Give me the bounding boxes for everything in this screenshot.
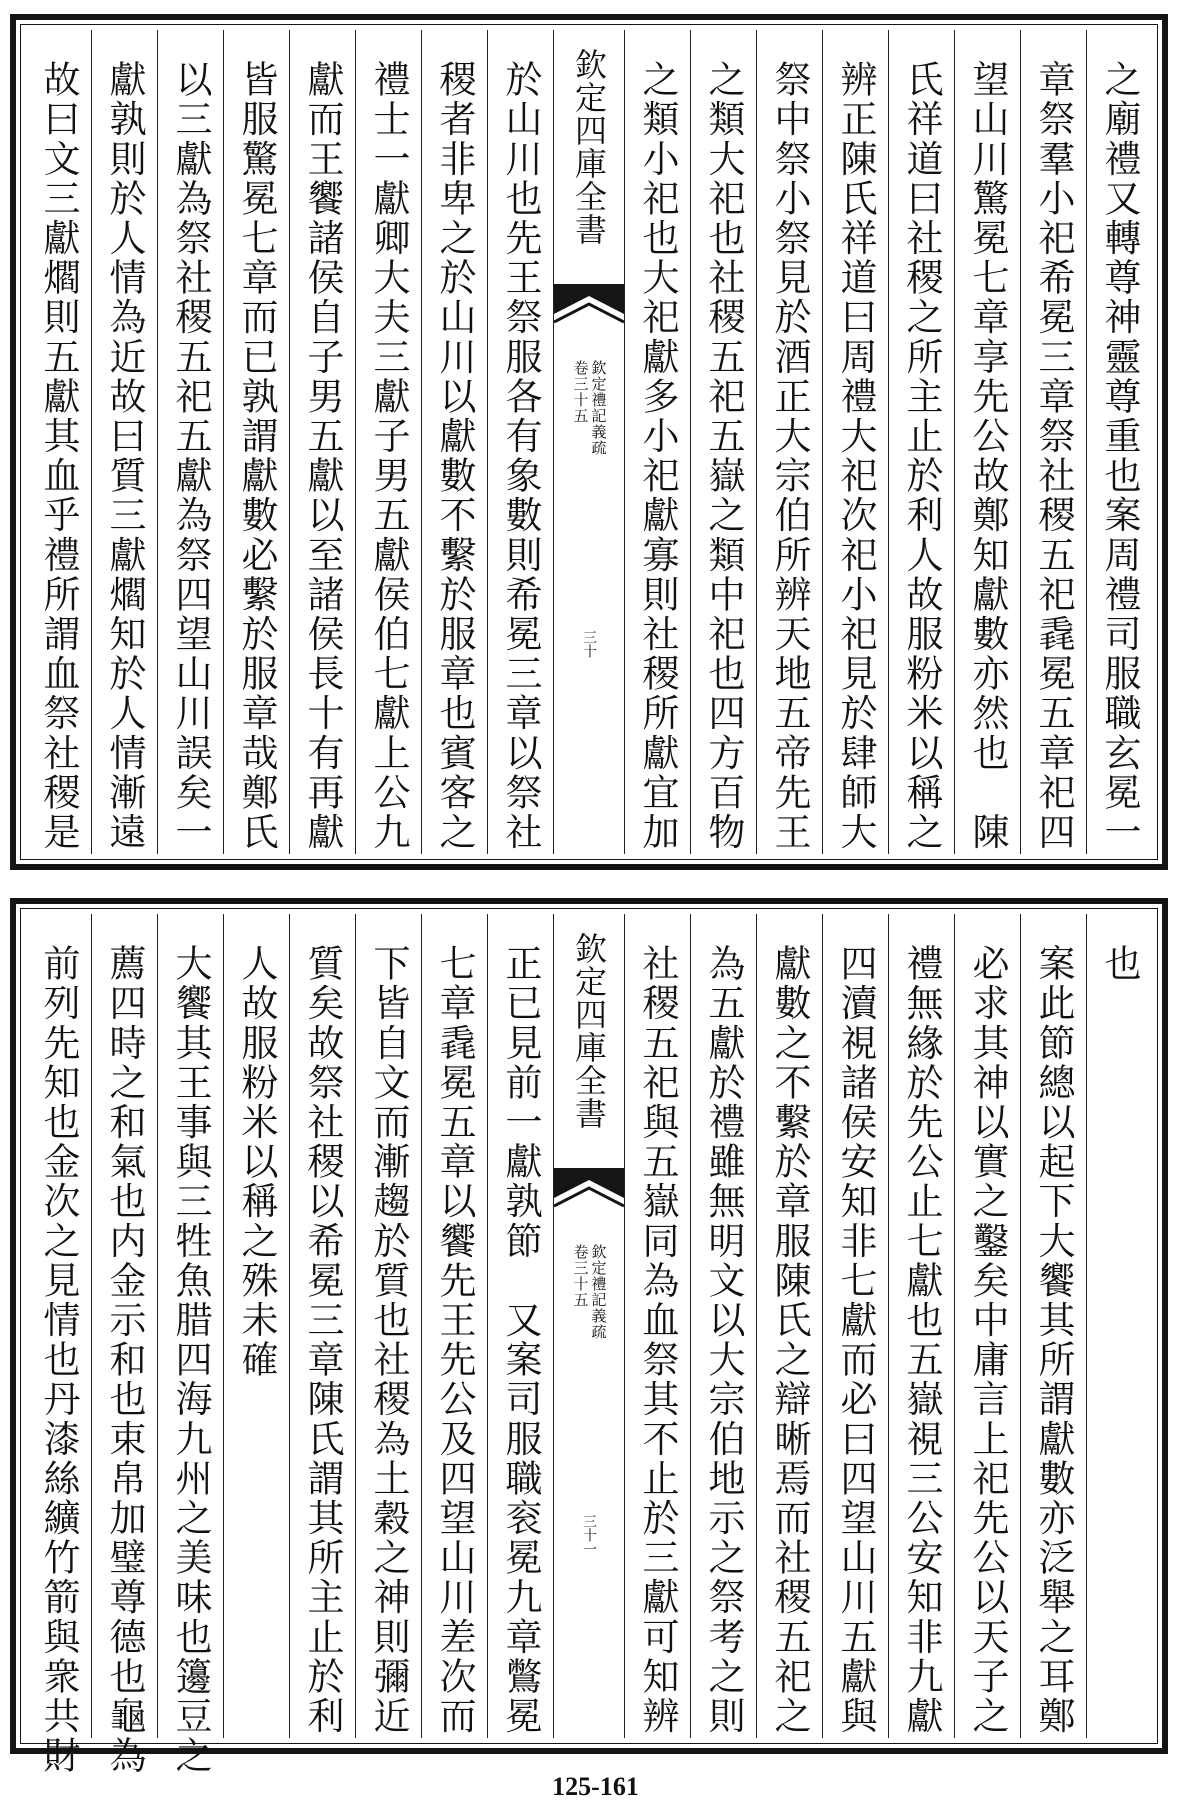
- text-column: [690, 30, 756, 854]
- column-text: 必求其神以實之鑿矣中庸言上祀先公以天子之: [966, 944, 1009, 1736]
- text-column: [1020, 30, 1086, 854]
- column-text: 七章毳冕五章以饗先王先公及四望山川差次而: [433, 944, 476, 1736]
- text-column: [888, 30, 954, 854]
- column-text: 故曰文三獻爓則五獻其血乎禮所謂血祭社稷是: [37, 60, 80, 852]
- text-column: [756, 30, 822, 854]
- text-column: [223, 914, 289, 1738]
- column-text: 稷者非卑之於山川以獻數不繫於服章也賓客之: [433, 60, 476, 852]
- text-column: [26, 30, 91, 854]
- top-page-columns: [26, 30, 1152, 854]
- column-text: 之類小祀也大祀獻多小祀獻寡則社稷所獻宜加: [636, 60, 679, 852]
- column-text: 以三獻為祭社稷五祀五獻為祭四望山川誤矣一: [169, 60, 212, 852]
- column-text: 也: [1098, 944, 1141, 984]
- column-text: 大饗其王事與三牲魚腊四海九州之美味也籩豆之: [169, 944, 212, 1776]
- bottom-page-columns: [26, 914, 1152, 1776]
- fish-tail-mark-icon: [554, 1162, 624, 1224]
- volume-info: [573, 1244, 606, 1340]
- text-column: [822, 914, 888, 1738]
- column-text: 人故服粉米以稱之殊未確: [235, 944, 278, 1380]
- text-column: [1086, 914, 1152, 1738]
- center-banner: [553, 914, 624, 1738]
- column-text: 獻數之不繫於章服陳氏之辯晰焉而社稷五祀之: [768, 944, 811, 1736]
- text-column: [624, 914, 690, 1738]
- column-text: 禮士一獻卿大夫三獻子男五獻侯伯七獻上公九: [367, 60, 410, 852]
- column-text: 為五獻於禮雖無明文以大宗伯地示之祭考之則: [702, 944, 745, 1736]
- chapter-name: 卷三十五: [571, 1244, 590, 1308]
- volume-info: [573, 360, 606, 456]
- text-column: [1086, 30, 1152, 854]
- banner-title: 欽定四庫全書: [570, 932, 608, 1130]
- text-column: [690, 914, 756, 1738]
- text-column: [355, 30, 421, 854]
- text-column: [756, 914, 822, 1738]
- text-column: [421, 914, 487, 1738]
- column-text: 祭中祭小祭見於酒正大宗伯所辨天地五帝先王: [768, 60, 811, 852]
- text-column: [487, 914, 553, 1738]
- column-text: 四瀆視諸侯安知非七獻而必曰四望山川五獻與: [834, 944, 877, 1736]
- column-text: 禮無緣於先公止七獻也五嶽視三公安知非九獻: [900, 944, 943, 1736]
- bottom-page: [10, 898, 1168, 1776]
- column-text: 望山川驚冕七章享先公故鄭知獻數亦然也 陳: [966, 60, 1009, 852]
- column-text: 獻孰則於人情為近故曰質三獻爓知於人情漸遠: [103, 60, 146, 852]
- text-column: [355, 914, 421, 1738]
- text-column: [91, 914, 157, 1776]
- text-column: [157, 914, 223, 1776]
- book-name: 欽定禮記義疏: [589, 360, 608, 456]
- page-number: 三十一: [581, 1514, 597, 1556]
- text-column: [421, 30, 487, 854]
- text-column: [157, 30, 223, 854]
- column-text: 辨正陳氏祥道曰周禮大祀次祀小祀見於肆師大: [834, 60, 877, 852]
- column-text: 於山川也先王祭服各有象數則希冕三章以祭社: [499, 60, 542, 852]
- column-text: 薦四時之和氣也内金示和也束帛加璧尊德也龜為: [103, 944, 146, 1776]
- text-column: [822, 30, 888, 854]
- text-column: [954, 30, 1020, 854]
- text-column: [1020, 914, 1086, 1738]
- text-column: [624, 30, 690, 854]
- text-column: [954, 914, 1020, 1738]
- column-text: 案此節總以起下大饗其所謂獻數亦泛舉之耳鄭: [1032, 944, 1075, 1736]
- top-page: [10, 14, 1168, 870]
- column-text: 質矣故祭社稷以希冕三章陳氏謂其所主止於利: [301, 944, 344, 1736]
- column-text: 前列先知也金次之見情也丹漆絲纊竹箭與衆共財: [37, 944, 80, 1776]
- center-banner: [553, 30, 624, 854]
- column-text: 之廟禮又轉尊神靈尊重也案周禮司服職玄冕一: [1098, 60, 1141, 852]
- column-text: 正已見前一獻孰節 又案司服職衮冕九章鷩冕: [499, 944, 542, 1736]
- banner-title: 欽定四庫全書: [570, 48, 608, 246]
- text-column: [91, 30, 157, 854]
- column-text: 章祭羣小祀希冕三章祭社稷五祀毳冕五章祀四: [1032, 60, 1075, 852]
- text-column: [223, 30, 289, 854]
- text-column: [487, 30, 553, 854]
- text-column: [888, 914, 954, 1738]
- page-number: 三十: [581, 630, 597, 658]
- chapter-name: 卷三十五: [571, 360, 590, 424]
- text-column: [289, 30, 355, 854]
- column-text: 下皆自文而漸趨於質也社稷為土穀之神則彌近: [367, 944, 410, 1736]
- column-text: 社稷五祀與五嶽同為血祭其不止於三獻可知辨: [636, 944, 679, 1736]
- text-column: [289, 914, 355, 1738]
- column-text: 之類大祀也社稷五祀五嶽之類中祀也四方百物: [702, 60, 745, 852]
- book-name: 欽定禮記義疏: [589, 1244, 608, 1340]
- column-text: 獻而王饗諸侯自子男五獻以至諸侯長十有再獻: [301, 60, 344, 852]
- text-column: [26, 914, 91, 1776]
- column-text: 氏祥道曰社稷之所主止於利人故服粉米以稱之: [900, 60, 943, 852]
- column-text: 皆服驚冕七章而已孰謂獻數必繫於服章哉鄭氏: [235, 60, 278, 852]
- fish-tail-mark-icon: [554, 278, 624, 340]
- footer-page-code: 125-161: [552, 1772, 639, 1801]
